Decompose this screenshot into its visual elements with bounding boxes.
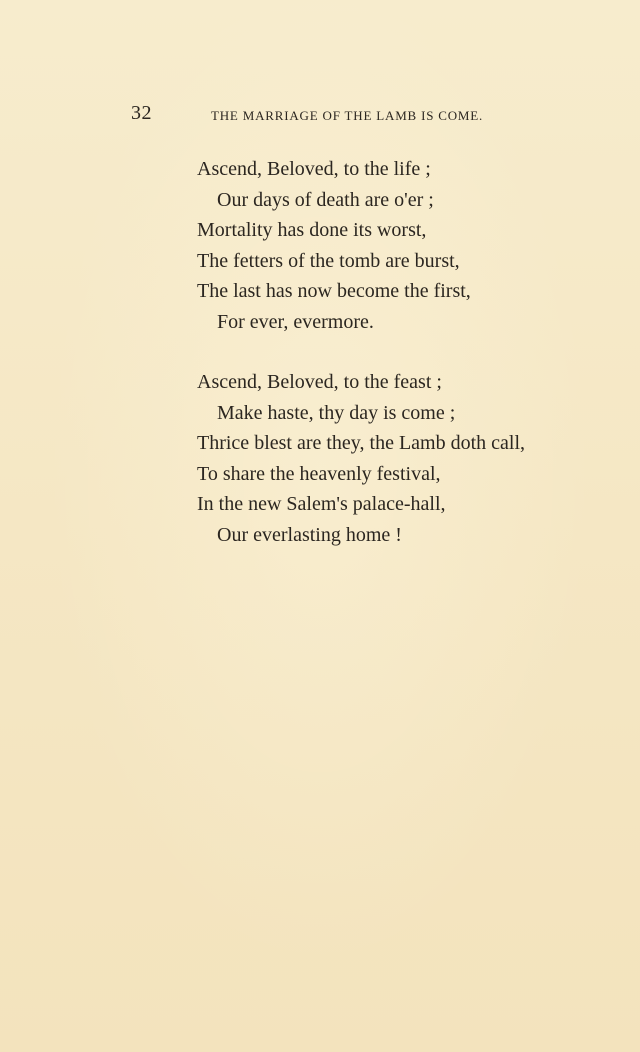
poem-line: Our days of death are o'er ; — [217, 188, 434, 211]
poem-line: The last has now become the first, — [197, 280, 471, 302]
poem-line: For ever, evermore. — [217, 310, 374, 333]
poem-line: Mortality has done its worst, — [197, 219, 427, 241]
poem-line: To share the heavenly festival, — [197, 462, 441, 485]
poem-line: Our everlasting home ! — [217, 523, 402, 546]
poem-line: Make haste, thy day is come ; — [217, 401, 456, 424]
stanza-1 — [197, 154, 471, 337]
poem-line: Ascend, Beloved, to the life ; — [197, 158, 431, 180]
poem-line: In the new Salem's palace-hall, — [197, 493, 446, 515]
running-head: THE MARRIAGE OF THE LAMB IS COME. — [211, 108, 484, 123]
poem-line: The fetters of the tomb are burst, — [197, 249, 460, 272]
stanza-2 — [197, 367, 525, 550]
poem-line: Ascend, Beloved, to the feast ; — [197, 371, 442, 393]
poem-line: Thrice blest are they, the Lamb doth call, — [197, 432, 526, 454]
page-number: 32 — [131, 102, 152, 124]
